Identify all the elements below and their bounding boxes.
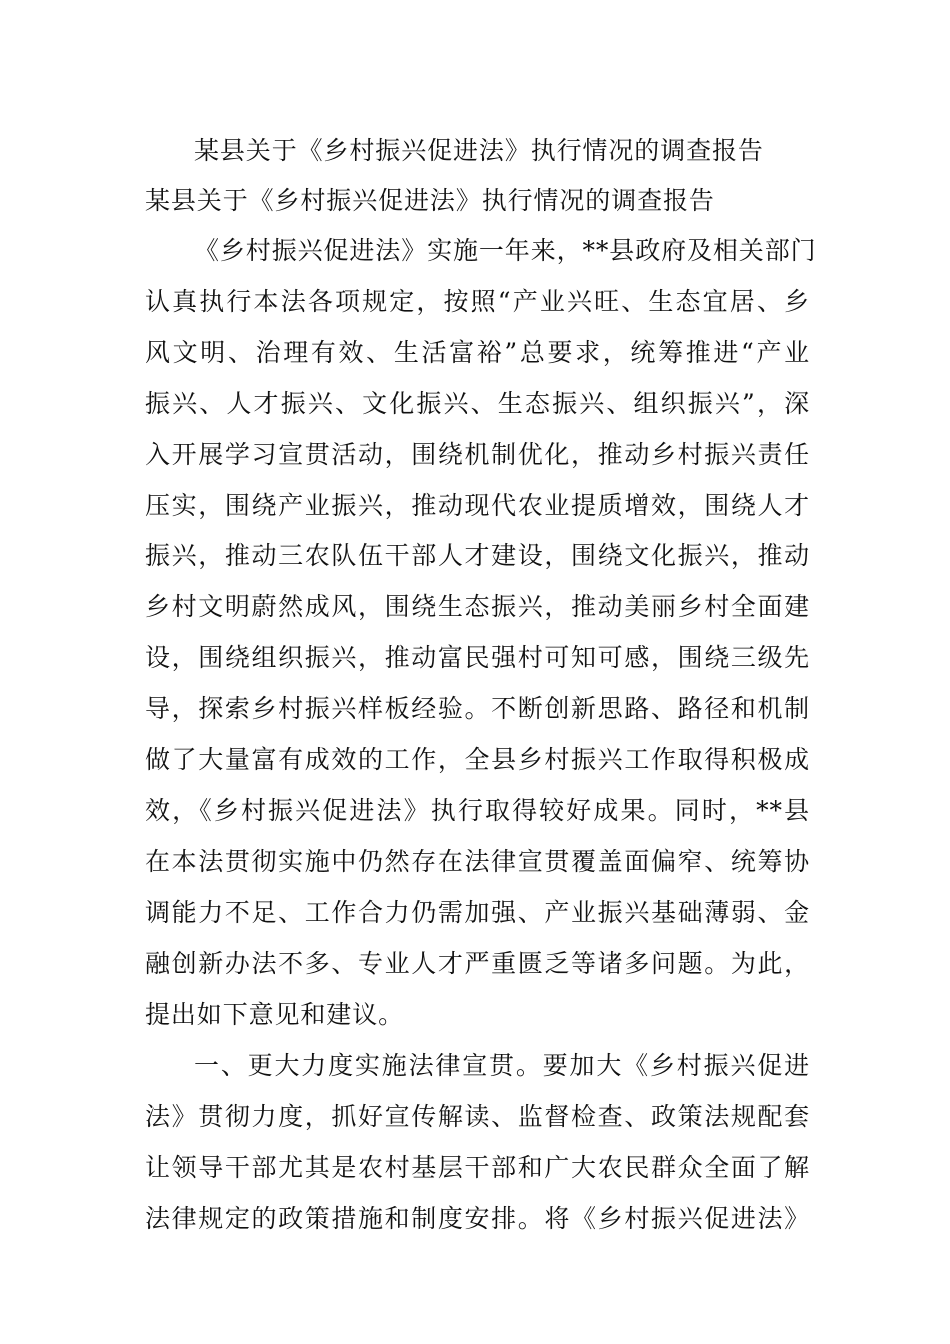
paragraph-line: 设，围绕组织振兴，推动富民强村可知可感，围绕三级先 <box>145 643 810 672</box>
paragraph-line: 调能力不足、工作合力仍需加强、产业振兴基础薄弱、金 <box>145 898 810 927</box>
paragraph-line: 认真执行本法各项规定，按照“产业兴旺、生态宜居、乡 <box>145 287 810 316</box>
paragraph-line: 压实，围绕产业振兴，推动现代农业提质增效，围绕人才 <box>145 491 810 520</box>
paragraph-line: 提出如下意见和建议。 <box>145 1000 405 1029</box>
paragraph-line: 让领导干部尤其是农村基层干部和广大农民群众全面了解 <box>145 1153 810 1182</box>
paragraph-line: 一、更大力度实施法律宣贯。要加大《乡村振兴促进 <box>194 1051 810 1080</box>
paragraph-line: 导，探索乡村振兴样板经验。不断创新思路、路径和机制 <box>145 694 810 723</box>
paragraph-line: 振兴，推动三农队伍干部人才建设，围绕文化振兴，推动 <box>145 541 810 570</box>
paragraph-line: 融创新办法不多、专业人才严重匮乏等诸多问题。为此， <box>145 949 810 978</box>
paragraph-line: 入开展学习宣贯活动，围绕机制优化，推动乡村振兴责任 <box>145 440 810 469</box>
paragraph-line: 《乡村振兴促进法》实施一年来，**县政府及相关部门 <box>194 236 817 265</box>
document-subtitle: 某县关于《乡村振兴促进法》执行情况的调查报告 <box>145 186 715 215</box>
paragraph-line: 乡村文明蔚然成风，围绕生态振兴，推动美丽乡村全面建 <box>145 592 810 621</box>
paragraph-line: 在本法贯彻实施中仍然存在法律宣贯覆盖面偏窄、统筹协 <box>145 847 810 876</box>
paragraph-line: 法律规定的政策措施和制度安排。将《乡村振兴促进法》 <box>145 1204 810 1233</box>
paragraph-line: 效，《乡村振兴促进法》执行取得较好成果。同时，**县 <box>145 796 810 825</box>
paragraph-line: 振兴、人才振兴、文化振兴、生态振兴、组织振兴”，深 <box>145 389 810 418</box>
document-title: 某县关于《乡村振兴促进法》执行情况的调查报告 <box>194 136 764 165</box>
paragraph-line: 做了大量富有成效的工作，全县乡村振兴工作取得积极成 <box>145 745 810 774</box>
paragraph-line: 风文明、治理有效、生活富裕”总要求，统筹推进“产业 <box>145 338 810 367</box>
paragraph-line: 法》贯彻力度，抓好宣传解读、监督检查、政策法规配套 <box>145 1102 810 1131</box>
